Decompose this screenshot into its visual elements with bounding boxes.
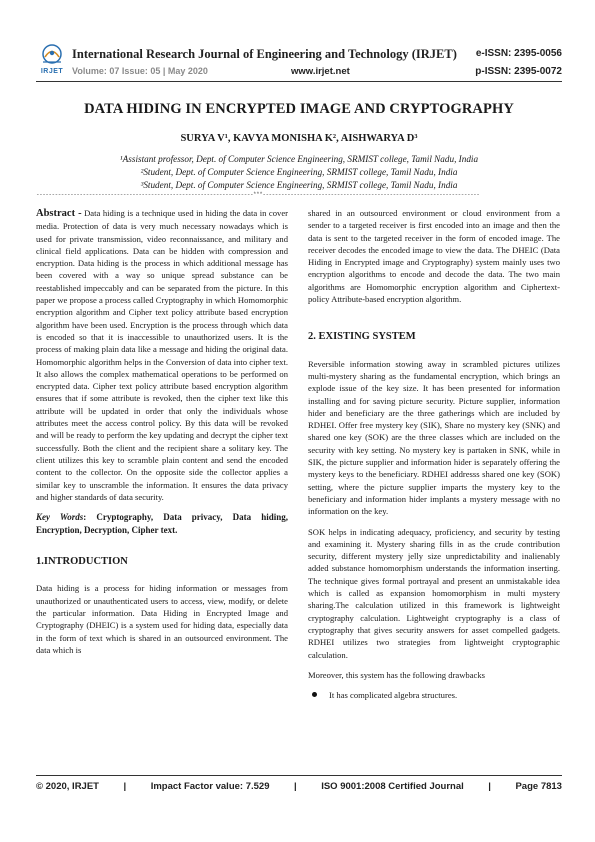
left-column [36, 207, 288, 664]
abstract-text: Data hiding is a technique used in hiding the data in cover media. Protection of data is very much necessary nowadays which is used for private transmission, video reconnaissance, and military and clinical field applications. Data can be hidden with compression and encryption. Data hiding is the process in which additional message has been covered with a way so unique spread substance can be reestablished impeccably and can be separated from the picture. In this paper we propose a process called Cryptography in which Homomorphic encryption algorithm and Cipher text policy attribute based encryption algorithm have been used. Encryption is the process through which data is encoded so that it is inaccessible to unauthorized users. It is the process of making plain data like a message and hiding the original data. Homomorphic algorithm helps in the Conversion of data into cipher text. It also allows the complex mathematical operations to be performed on encrypted data. Cipher text policy attribute based encryption algorithm ensures that if some attribute is revoked, then the cipher text like this attribute will be updated in order that only the individuals whose attributes meet the access control policy. By this data will be revoked and will be ready to perform the key updating and decrypt the cipher text successfully. Both the client and the recipient share a solitary key. The client utilizes this key to scramble plain content and send the encoded content to the collector. On the opposite side the collector applies a similar key to unscramble the information. It ensures the data privacy and higher standards of data security. [36, 208, 288, 502]
footer-separator: | [488, 781, 491, 792]
journal-website[interactable]: www.irjet.net [291, 66, 350, 77]
irjet-logo [36, 44, 68, 76]
keywords [36, 511, 288, 536]
paper-title: DATA HIDING IN ENCRYPTED IMAGE AND CRYPTOGRAPHY [84, 101, 514, 117]
existing-system-paragraph-3: Moreover, this system has the following drawbacks [308, 669, 485, 680]
footer-separator: | [123, 781, 127, 792]
abstract [36, 207, 288, 503]
footer-rule [36, 775, 562, 776]
volume-issue: Volume: 07 Issue: 05 | May 2020 [72, 66, 208, 76]
keywords-text: : Cryptography, Data privacy, Data hiding, Encryption, Decryption, Cipher text. [36, 512, 288, 535]
journal-title: International Research Journal of Engineering and Technology (IRJET) [72, 47, 457, 61]
right-column [308, 207, 560, 701]
affiliation-2: ²Student, Dept. of Computer Science Engineering, SRMIST college, Tamil Nadu, India [140, 167, 458, 177]
affiliation-1: ¹Assistant professor, Dept. of Computer Science Engineering, SRMIST college, Tamil Nadu, India [119, 154, 479, 164]
journal-header [36, 44, 562, 80]
separator-line: ----------------------------------------------------------------------***---------------------------------------------------------------------- [36, 191, 480, 198]
keywords-label: Key Words [36, 512, 84, 523]
header-rule [36, 81, 562, 82]
eissn: e-ISSN: 2395-0056 [475, 48, 562, 59]
pissn: p-ISSN: 2395-0072 [475, 66, 562, 77]
drawback-text: It has complicated algebra structures. [329, 690, 458, 701]
affiliations [36, 153, 562, 192]
existing-system-paragraph-1: Reversible information stowing away in scrambled pictures utilizes multi-mystery sharing as the fundamental encryption, which brings an explode issue of the key size. It has been presented for information installing and for saving picture security. Picture supplier, information hider and beneficiary are the three gatherings which are included by RDHEI. Offer free mystery key (SIK), Share no mystery key (SNK) and shared one key (SOK) are the three classes which are included on the security with key setting. No mystery key is partaken in SNK, while in SIK, the picture supplier and information hider is separately offering the mystery keys to the beneficiary. RDHEI addresss shared one key (SOK) setting, where the picture supplier imparts the mystery key to the beneficiary and information hider implants a mystery message with no information on the key. [308, 358, 560, 517]
authors: SURYA V¹, KAVYA MONISHA K², AISHWARYA D³ [180, 133, 418, 144]
abstract-label: Abstract - [36, 208, 82, 219]
page-footer [36, 781, 562, 792]
section-heading-introduction: 1.INTRODUCTION [36, 556, 128, 568]
footer-copyright: © 2020, IRJET [36, 781, 99, 792]
footer-iso: ISO 9001:2008 Certified Journal [321, 781, 464, 792]
drawback-bullet [308, 689, 560, 701]
bullet-icon [312, 692, 317, 697]
introduction-continued: shared in an outsourced environment or cloud environment from a sender to a targeted receiver is first encoded into an image and then the data is sent to the targeted receiver in the form of encoded image. The receiver decodes the encoded image to view the data. The DHEIC (Data Hiding in Encrypted image and Cryptography) system mainly uses two encryption algorithms to encode and decode the data. The two main algorithms are Homomorphic encryption algorithm and Ciphertext-policy Attribute-based encryption algorithm. [308, 208, 560, 305]
logo-text: IRJET [40, 68, 64, 75]
section-heading-existing-system: 2. EXISTING SYSTEM [308, 331, 416, 343]
footer-separator: | [294, 781, 297, 792]
introduction-paragraph: Data hiding is a process for hiding information or messages from unauthorized or unauthenticated users to access, view, modify, or delete the particular information. Data Hiding in Encrypted Image and Cryptography (DHEIC) is a system used for hiding data, especially data in the form of text which is shared in an outsourced environment. The data which is [36, 583, 288, 655]
existing-system-paragraph-2: SOK helps in indicating adequacy, proficiency, and security by testing and examining it. Mystery sharing fills in as the crude contribution security, different mystery jelly size unpredictability and inalienably added substance homomorphism understands the information inserting. The technique gives formal portrayal and present an unmistakable idea which is called as expansion homomorphism in multi mystery sharing.The calculation utilized in this framework is lightweight cryptography calculation. Lightweight cryptography is a class of cryptography that gives security answers for asset compelled gadgets. RDHEI utilizes two strategies from lightweight cryptographic calculation. [308, 526, 560, 660]
affiliation-3: ³Student, Dept. of Computer Science Engineering, SRMIST college, Tamil Nadu, India [140, 180, 458, 190]
footer-impact-factor: Impact Factor value: 7.529 [150, 781, 270, 792]
footer-page-number: Page 7813 [515, 781, 562, 792]
